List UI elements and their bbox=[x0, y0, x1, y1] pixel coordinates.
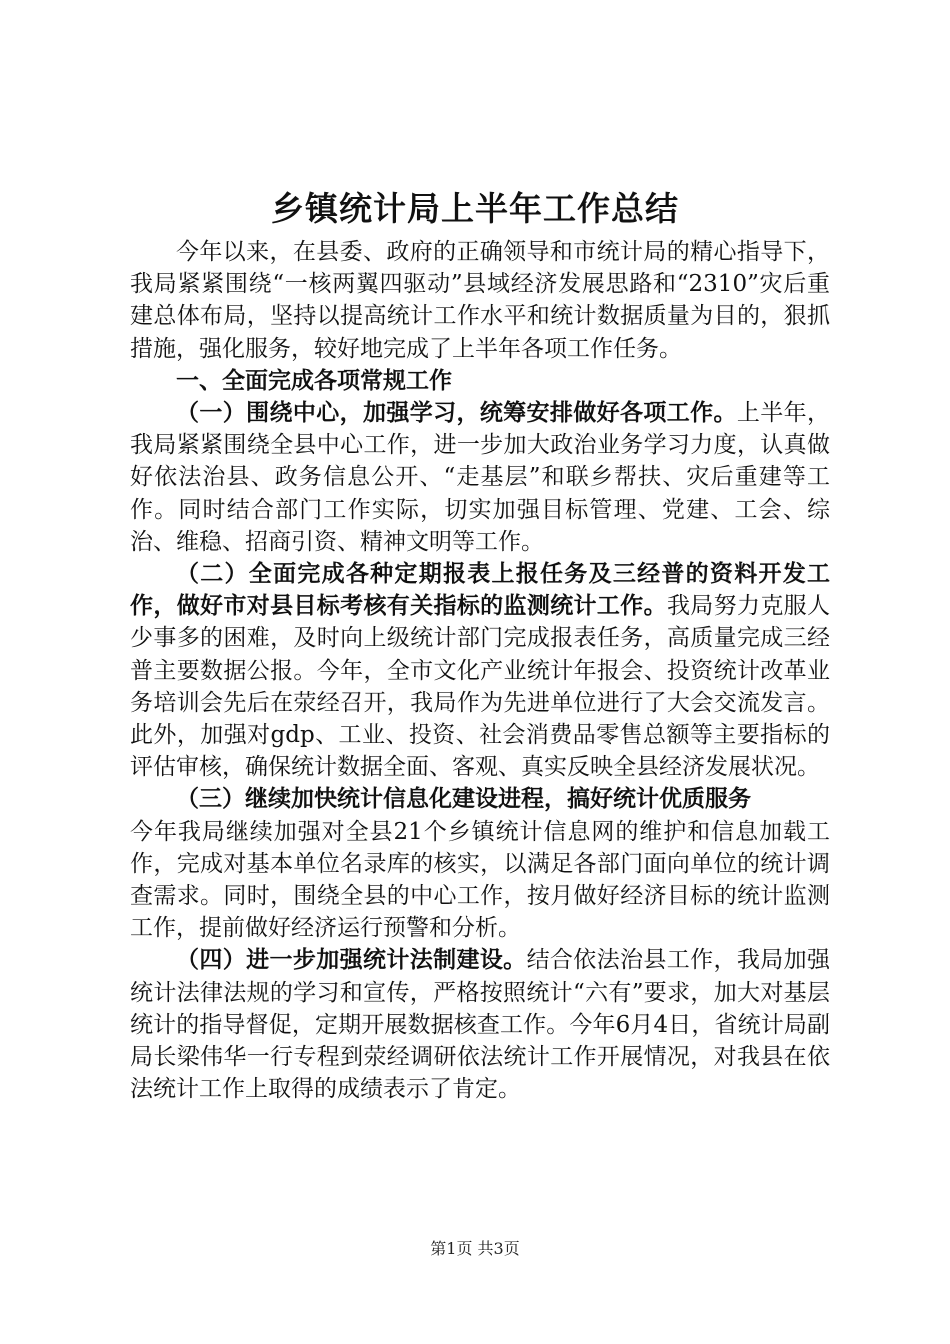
intro-paragraph: 今年以来，在县委、政府的正确领导和市统计局的精心指导下，我局紧紧围绕“一核两翼四驱动”县域经济发展思路和“2310”灾后重建总体布局，坚持以提高统计工作水平和统计数据质量为目的，狠抓措施，强化服务，较好地完成了上半年各项工作任务。 bbox=[130, 239, 830, 362]
item-lead-2: （二）全面完成各种定期报表上报任务及三经普的资料开发工作，做好市对县目标考核有关指标的监测统计工作。 bbox=[130, 560, 830, 620]
item-paragraph-1 bbox=[130, 397, 830, 558]
item-lead-4: （四）进一步加强统计法制建设。 bbox=[176, 946, 527, 974]
item-lead-3: （三）继续加快统计信息化建设进程，搞好统计优质服务 bbox=[176, 785, 751, 813]
item-paragraph-2 bbox=[130, 558, 830, 783]
item-paragraph-4 bbox=[130, 944, 830, 1105]
page-footer: 第1页 共3页 bbox=[430, 1239, 520, 1258]
document-title: 乡镇统计局上半年工作总结 bbox=[271, 189, 679, 228]
document-body bbox=[130, 236, 830, 1105]
item-lead-1: （一）围绕中心，加强学习，统筹安排做好各项工作。 bbox=[176, 399, 737, 427]
item-text-4: 结合依法治县工作，我局加强统计法律法规的学习和宣传，严格按照统计“六有”要求，加大对基层统计的指导督促，定期开展数据核查工作。今年6月4日，省统计局副局长梁伟华一行专程到荥经调研依法统计工作开展情况，对我县在依法统计工作上取得的成绩表示了肯定。 bbox=[130, 947, 831, 1103]
item-paragraph-3 bbox=[130, 783, 830, 944]
item-text-2: 我局努力克服人少事多的困难，及时向上级统计部门完成报表任务，高质量完成三经普主要数据公报。今年，全市文化产业统计年报会、投资统计改革业务培训会先后在荥经召开，我局作为先进单位进行了大会交流发言。此外，加强对gdp、工业、投资、社会消费品零售总额等主要指标的评估审核，确保统计数据全面、客观、真实反映全县经济发展状况。 bbox=[130, 593, 831, 781]
item-text-3: 今年我局继续加强对全县21个乡镇统计信息网的维护和信息加载工作，完成对基本单位名录库的核实，以满足各部门面向单位的统计调查需求。同时，围绕全县的中心工作，按月做好经济目标的统计监测工作，提前做好经济运行预警和分析。 bbox=[130, 818, 830, 942]
section-heading: 一、全面完成各项常规工作 bbox=[176, 366, 452, 394]
item-text-1: 上半年，我局紧紧围绕全县中心工作，进一步加大政治业务学习力度，认真做好依法治县、政务信息公开、“走基层”和联乡帮扶、灾后重建等工作。同时结合部门工作实际，切实加强目标管理、党建、工会、综治、维稳、招商引资、精神文明等工作。 bbox=[130, 400, 831, 555]
